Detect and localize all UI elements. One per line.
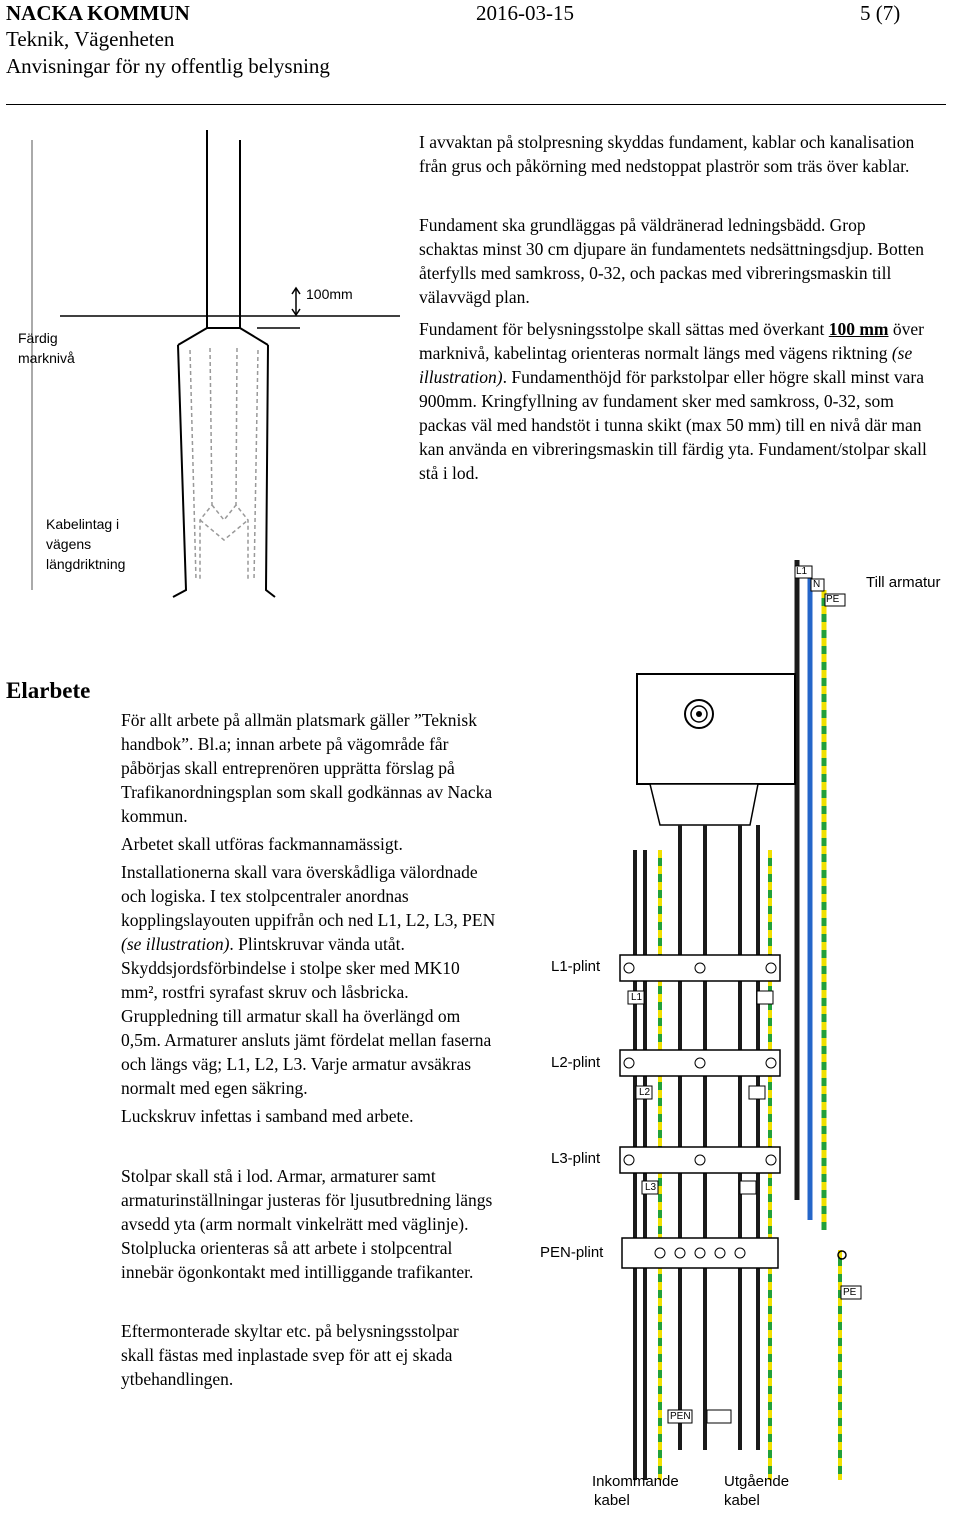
ground-label-line1: Färdig [18, 330, 58, 346]
l1-plint-label: L1-plint [551, 958, 601, 975]
illustration-reference-2: (se illustration) [121, 934, 230, 954]
wiring-figure [500, 550, 960, 1514]
cable-entry-label [46, 514, 125, 574]
elarbete-paragraph-3 [121, 860, 496, 1100]
height-value: 100 mm [828, 319, 889, 339]
tag-l1-left: L1 [631, 992, 643, 1003]
page-number: 5 (7) [860, 1, 901, 25]
section-heading: Elarbete [6, 678, 91, 703]
l3-plint-label: L3-plint [551, 1150, 601, 1167]
foundation-text-c: över marknivå, kabelintag orienteras normalt längs med vägens riktning [419, 319, 924, 363]
org-name: NACKA KOMMUN [6, 1, 190, 25]
bedding-paragraph: Fundament ska grundläggas på väldränerad ledningsbädd. Grop schaktas minst 30 cm djupare än fundamentets nedsättningsdjup. Botten återfylls med samkross, 0-32, och packas med vibreringsmaskin till välavvägd plan. [419, 215, 924, 307]
foundation-paragraph [419, 317, 929, 485]
outgoing-line2: kabel [724, 1492, 760, 1509]
incoming-cable-label [592, 1472, 679, 1510]
elarbete-text-a: Installationerna skall vara överskådliga välordnade och logiska. I tex stolpcentraler anordnas kopplingslayouten uppifrån och ned L1, L2, L3, PEN [121, 862, 496, 930]
incoming-line1: Inkommande [592, 1473, 679, 1490]
electrical-text [121, 708, 496, 1391]
tag-l1: L1 [796, 566, 808, 577]
incoming-line2: kabel [594, 1492, 630, 1509]
header-date: 2016-03-15 [476, 1, 574, 25]
elarbete-paragraph-6: Eftermonterade skyltar etc. på belysningsstolpar skall fästas med inplastade svep för att ej skada ytbehandlingen. [121, 1321, 459, 1389]
elarbete-paragraph-2: Arbetet skall utföras fackmannamässigt. [121, 834, 403, 854]
tag-pen: PEN [670, 1411, 691, 1422]
elarbete-text-c: . Plintskruvar vända utåt. Skyddsjordsförbindelse i stolpe sker med MK10 mm², rostfri syrafast skruv och låsbricka. Gruppledning till armatur skall ha överlängd om 0,5m. Armaturer ansluts jämt fördelat mellan faserna och längs väg; L1, L2, L3. Varje armatur avsäkras normalt med egen säkring. [121, 934, 492, 1098]
tag-l3: L3 [645, 1182, 657, 1193]
cable-label-line2: vägens [46, 536, 92, 552]
ground-level-label [18, 328, 75, 368]
protection-paragraph: I avvaktan på stolpresning skyddas fundament, kablar och kanalisation från grus och påkörning med nedstoppat plaströr som träs över kablar. [419, 132, 915, 176]
l2-plint-label: L2-plint [551, 1054, 601, 1071]
to-luminaire-label: Till armatur [866, 574, 941, 591]
header-divider [6, 104, 946, 105]
document-title: Anvisningar för ny offentlig belysning [6, 54, 330, 78]
tag-pe-lower: PE [843, 1287, 857, 1298]
cable-label-line3: längdriktning [46, 556, 126, 572]
foundation-text-a: Fundament för belysningsstolpe skall sättas med överkant [419, 319, 829, 339]
cable-label-line1: Kabelintag i [46, 516, 120, 532]
illustration-reference: (se illustration) [419, 343, 913, 387]
pen-plint-label: PEN-plint [540, 1244, 604, 1261]
tag-n: N [813, 579, 821, 590]
foundation-text-e: . Fundamenthöjd för parkstolpar eller högre skall minst vara 900mm. Kringfyllning av fundament sker med samkross, 0-32, som packas väl med handstöt i tunna skikt (max 50 mm) till en nivå där man kan använda en vibreringsmaskin till färdig yta. Fundament/stolpar skall stå i lod. [419, 367, 927, 483]
elarbete-paragraph-1: För allt arbete på allmän platsmark gäller ”Teknisk handbok”. Bl.a; innan arbete på vägområde får påbörjas skall entreprenören upprätta förslag på Trafikanordningsplan som skall godkännas av Nacka kommun. [121, 710, 493, 826]
ground-label-line2: marknivå [18, 350, 75, 366]
dimension-label: 100mm [306, 286, 353, 302]
elarbete-paragraph-4: Luckskruv infettas i samband med arbete. [121, 1106, 414, 1126]
tag-l2: L2 [639, 1087, 651, 1098]
outgoing-cable-label [724, 1472, 789, 1510]
tag-pe: PE [826, 594, 840, 605]
outgoing-line1: Utgående [724, 1473, 790, 1490]
department: Teknik, Vägenheten [6, 27, 175, 51]
elarbete-paragraph-5: Stolpar skall stå i lod. Armar, armaturer samt armaturinställningar justeras för ljusutbredning längs avsedd yta (arm normalt vinkelrätt med väglinje). Stolplucka orienteras så att arbete i stolpcentral innebär ögonkontakt med intilliggande trafikanter. [121, 1166, 493, 1282]
foundation-text [419, 130, 929, 485]
